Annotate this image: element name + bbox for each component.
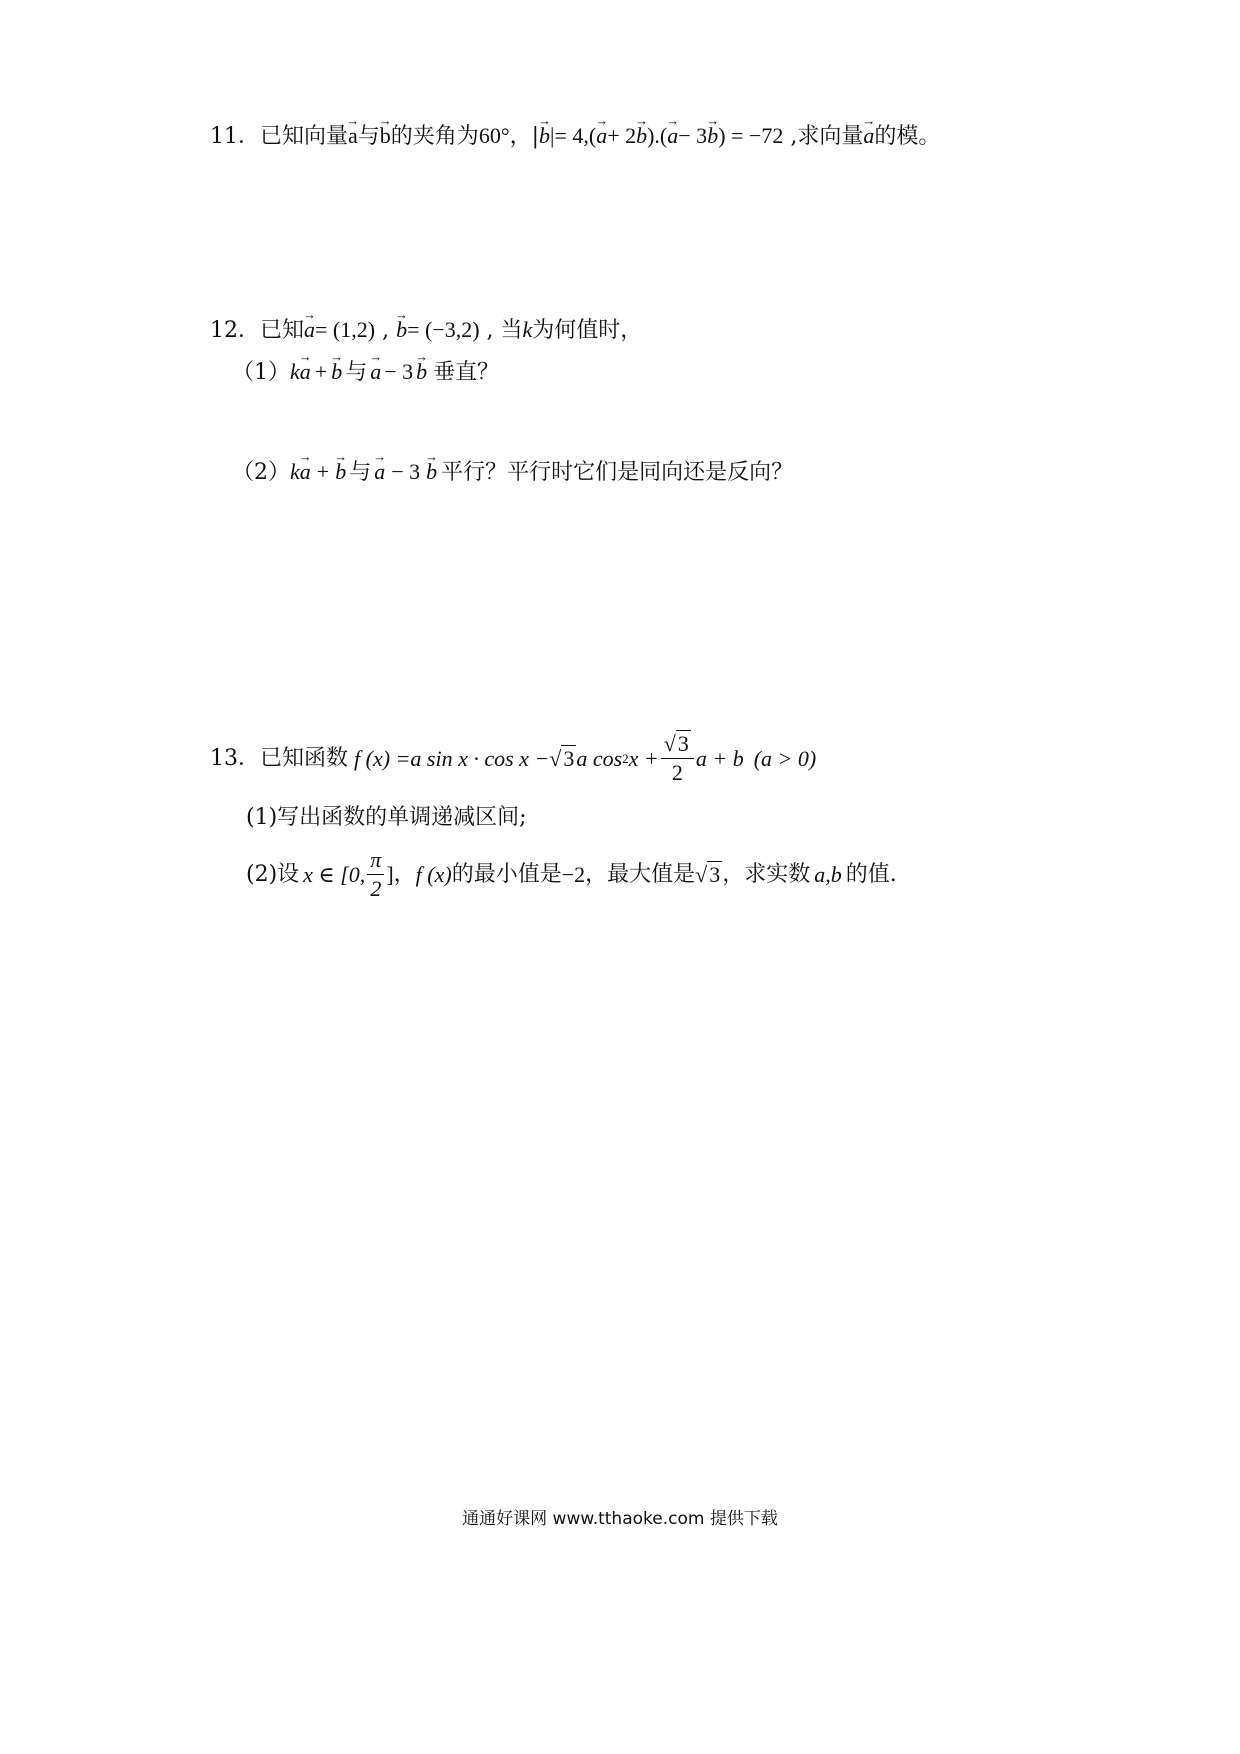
question-text: 平行？平行时它们是同向还是反向？ <box>441 460 794 485</box>
vector-b: → b <box>426 458 437 486</box>
vector-a: → a <box>304 316 315 344</box>
fraction-denominator: 2 <box>671 760 683 785</box>
vector-a: → a <box>300 458 311 486</box>
question-12 <box>210 316 642 345</box>
fraction-numerator: √3 <box>661 730 694 759</box>
vector-a: → a <box>370 358 381 386</box>
exponent: 2 <box>622 750 629 766</box>
equation-part: ) = −72 <box>718 123 784 148</box>
sqrt-three: √3 <box>549 745 575 771</box>
radicand: 3 <box>709 861 721 887</box>
question-text: 与 <box>357 124 380 149</box>
sqrt-three: √3 <box>695 861 721 887</box>
equation-part: a sin x · cos x − <box>410 745 550 771</box>
variable-k: k <box>290 359 300 384</box>
question-11 <box>210 122 940 151</box>
page-footer: 通通好课网 www.tthaoke.com 提供下载 <box>462 1509 778 1529</box>
operator: − 3 <box>391 459 421 484</box>
question-13-part-1 <box>246 804 527 832</box>
vector-a: → a <box>348 122 358 150</box>
operator: + <box>314 359 328 384</box>
vector-a: → a <box>863 122 874 150</box>
radicand: 3 <box>677 731 689 756</box>
equation-part: + 2 <box>607 123 637 148</box>
question-text: 的模。 <box>874 124 941 149</box>
min-value: −2 <box>561 861 586 887</box>
vector-a: → a <box>300 358 311 386</box>
angle-value: 60° <box>478 123 510 148</box>
equation-part: |= 4,( <box>550 123 597 148</box>
vector-b: → b <box>380 122 391 150</box>
radicand: 3 <box>563 745 575 771</box>
question-number: 13． <box>210 745 260 771</box>
fraction-sqrt3-over-2 <box>661 730 694 787</box>
question-12-part-2 <box>232 458 793 487</box>
vector-b: → b <box>636 122 647 150</box>
fraction-numerator: π <box>367 846 384 875</box>
question-text: (1)写出函数的单调递减区间; <box>246 805 527 830</box>
question-text: 的最小值是 <box>451 861 562 887</box>
question-text: 已知函数 <box>260 745 349 771</box>
vector-b: → b <box>416 358 427 386</box>
equation-part: x + <box>628 745 659 771</box>
vector-b: → b <box>707 122 718 150</box>
question-text: ,求向量 <box>783 124 864 149</box>
condition: (a > 0) <box>753 745 817 771</box>
vector-a-value: = (1,2) <box>315 317 376 342</box>
vector-a: → a <box>374 458 385 486</box>
question-13-part-2 <box>246 846 897 903</box>
question-text: ， <box>393 861 416 887</box>
question-text: 垂直？ <box>433 360 500 385</box>
variable-k: k <box>522 317 533 342</box>
question-text: 已知向量 <box>260 124 349 149</box>
question-text: 的夹角为 <box>390 124 479 149</box>
equation-part: a cos <box>576 745 623 771</box>
question-12-part-1 <box>232 358 499 387</box>
question-text: 已知 <box>260 318 305 343</box>
question-13 <box>210 730 816 787</box>
interval: x ∈ [0, <box>303 861 366 887</box>
question-text: (2)设 <box>246 861 300 887</box>
equation-part: a + b <box>695 745 744 771</box>
equation-part: ).( <box>647 123 668 148</box>
question-text: ，| <box>509 124 540 149</box>
question-text: ，最大值是 <box>585 861 696 887</box>
part-label: （1） <box>232 360 290 385</box>
question-number: 12． <box>210 318 260 343</box>
separator: , <box>375 318 397 343</box>
vector-a: → a <box>667 122 678 150</box>
part-label: （2） <box>232 460 290 485</box>
vector-b-value: = (−3,2) <box>407 317 480 342</box>
function-name: f (x) <box>415 861 452 887</box>
question-number: 11． <box>210 124 260 149</box>
question-text: ，求实数 <box>722 861 811 887</box>
question-text: 与 <box>349 460 372 485</box>
operator: − 3 <box>384 359 414 384</box>
question-text: 与 <box>345 360 368 385</box>
fraction-pi-over-2 <box>367 846 384 903</box>
vector-b: → b <box>331 358 342 386</box>
question-text: 为何值时， <box>532 318 643 343</box>
equation-part: − 3 <box>678 123 708 148</box>
vector-b: → b <box>335 458 346 486</box>
variables-ab: a,b <box>814 861 842 887</box>
vector-a: → a <box>596 122 607 150</box>
question-text: 的值. <box>845 861 897 887</box>
vector-b: → b <box>396 316 407 344</box>
function-name: f (x) = <box>354 745 411 771</box>
question-text: , 当 <box>479 318 523 343</box>
variable-k: k <box>290 459 300 484</box>
fraction-denominator: 2 <box>370 876 382 901</box>
interval: ] <box>386 861 394 887</box>
operator: + <box>316 459 330 484</box>
vector-b: → b <box>539 122 550 150</box>
